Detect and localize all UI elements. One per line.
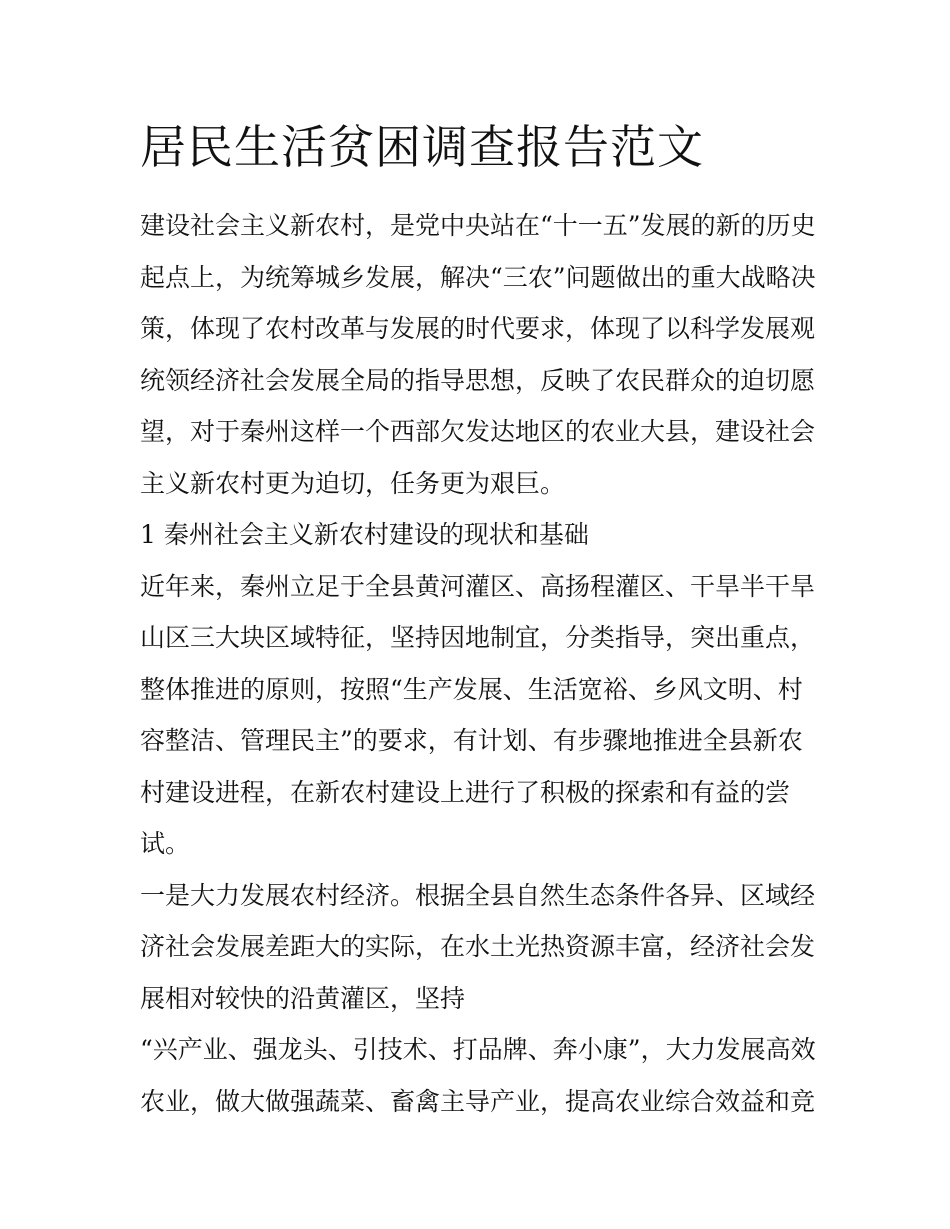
- text-line: “兴产业、强龙头、引技术、打品牌、奔小康”，大力发展高效: [140, 1035, 816, 1064]
- text-line: 山区三大块区域特征，坚持因地制宜，分类指导，突出重点，: [140, 623, 816, 652]
- paragraph-economy: [140, 870, 820, 1025]
- text-line: 策，体现了农村改革与发展的时代要求，体现了以科学发展观: [140, 314, 816, 343]
- paragraph-industry: [140, 1024, 820, 1127]
- section-heading: [140, 509, 820, 561]
- text-line: 一是大力发展农村经济。根据全县自然生态条件各异、区域经: [140, 880, 816, 910]
- text-line: 整体推进的原则，按照“生产发展、生活宽裕、乡风文明、村: [140, 674, 803, 704]
- document-title: 居民生活贫困调查报告范文: [140, 120, 704, 174]
- text-line: 村建设进程，在新农村建设上进行了积极的探索和有益的尝: [140, 777, 791, 807]
- text-line: 起点上，为统筹城乡发展，解决“三农”问题做出的重大战略决: [140, 262, 816, 292]
- text-line: 望，对于秦州这样一个西部欠发达地区的农业大县，建设社会: [140, 417, 816, 446]
- text-line: 济社会发展差距大的实际，在水土光热资源丰富，经济社会发: [140, 932, 816, 961]
- paragraph-intro: [140, 200, 820, 509]
- document-page: [140, 112, 820, 1127]
- text-line: 1 秦州社会主义新农村建设的现状和基础: [140, 520, 589, 549]
- text-line: 试。: [140, 829, 191, 858]
- text-line: 建设社会主义新农村，是党中央站在“十一五”发展的新的历史: [140, 211, 816, 240]
- text-line: 容整洁、管理民主”的要求，有计划、有步骤地推进全县新农: [140, 726, 803, 755]
- text-line: 近年来，秦州立足于全县黄河灌区、高扬程灌区、干旱半干旱: [140, 571, 816, 601]
- text-line: 主义新农村更为迫切，任务更为艰巨。: [140, 468, 566, 498]
- text-line: 展相对较快的沿黄灌区，坚持: [140, 983, 466, 1013]
- document-body: [140, 200, 820, 1127]
- text-line: 统领经济社会发展全局的指导思想，反映了农民群众的迫切愿: [140, 365, 816, 395]
- paragraph-status: [140, 561, 820, 870]
- text-line: 农业，做大做强蔬菜、畜禽主导产业，提高农业综合效益和竞: [140, 1086, 816, 1116]
